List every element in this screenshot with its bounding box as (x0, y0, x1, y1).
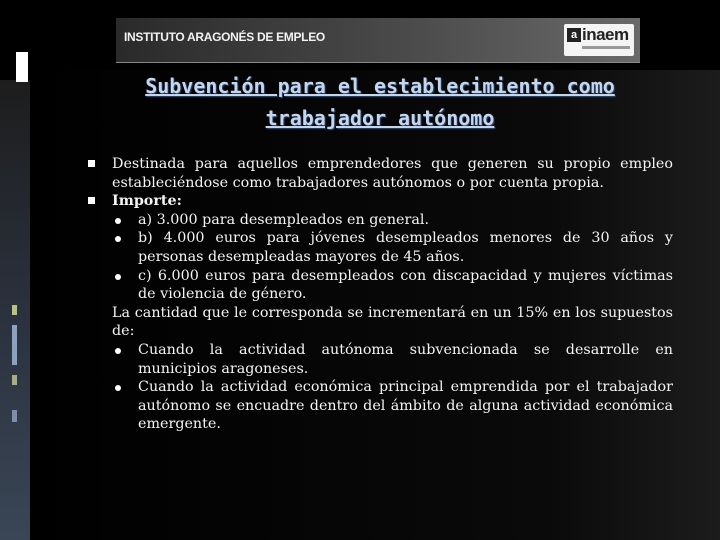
left-accent-bar (0, 80, 30, 540)
accent-mark (12, 375, 17, 385)
importe-label: Importe: (112, 193, 182, 210)
corner-marker (16, 52, 28, 82)
increment-paragraph: La cantidad que le corresponda se incrementará en un 15% en los supuestos de: (112, 304, 673, 340)
sub-bullet-text: Cuando la actividad económica principal emprendida por el trabajador autónomo se encuadre dentro del ámbito de alguna actividad económica emergente. (138, 379, 673, 433)
inaem-logo (564, 24, 634, 56)
accent-mark (12, 325, 17, 365)
accent-mark (12, 305, 17, 315)
accent-mark (12, 410, 17, 422)
dot-bullet-icon (115, 218, 121, 224)
sub-bullet-text: Cuando la actividad autónoma subvencionada se desarrolle en municipios aragoneses. (138, 341, 673, 377)
logo-subline (582, 46, 630, 49)
sub-bullet-text: a) 3.000 para desempleados en general. (138, 211, 429, 228)
slide-content (88, 155, 673, 434)
sub-bullet-text: c) 6.000 euros para desempleados con discapacidad y mujeres víctimas de violencia de género. (138, 267, 673, 303)
slide-title: Subvención para el establecimiento como trabajador autónomo (145, 74, 615, 130)
dot-bullet-icon (115, 348, 121, 354)
bullet-item (88, 192, 673, 211)
sub-bullet-item (88, 267, 673, 304)
header-banner (116, 18, 640, 63)
logo-icon: a (567, 28, 581, 42)
bullet-text: Destinada para aquellos emprendedores que generen su propio empleo estableciéndose como trabajadores autónomos o por cuenta propia. (112, 156, 673, 191)
dot-bullet-icon (115, 385, 121, 391)
sub-bullet-item (88, 378, 673, 434)
sub-bullet-item (88, 211, 673, 230)
square-bullet-icon (88, 160, 95, 167)
bullet-item (88, 155, 673, 192)
logo-text: inaem (582, 25, 629, 44)
banner-title: INSTITUTO ARAGONÉS DE EMPLEO (124, 30, 325, 44)
dot-bullet-icon (115, 236, 121, 242)
dot-bullet-icon (115, 274, 121, 280)
sub-bullet-text: b) 4.000 euros para jóvenes desempleados menores de 30 años y personas desempleadas mayores de 45 años. (138, 230, 673, 265)
sub-bullet-item (88, 229, 673, 266)
sub-bullet-item (88, 341, 673, 378)
square-bullet-icon (88, 197, 95, 204)
